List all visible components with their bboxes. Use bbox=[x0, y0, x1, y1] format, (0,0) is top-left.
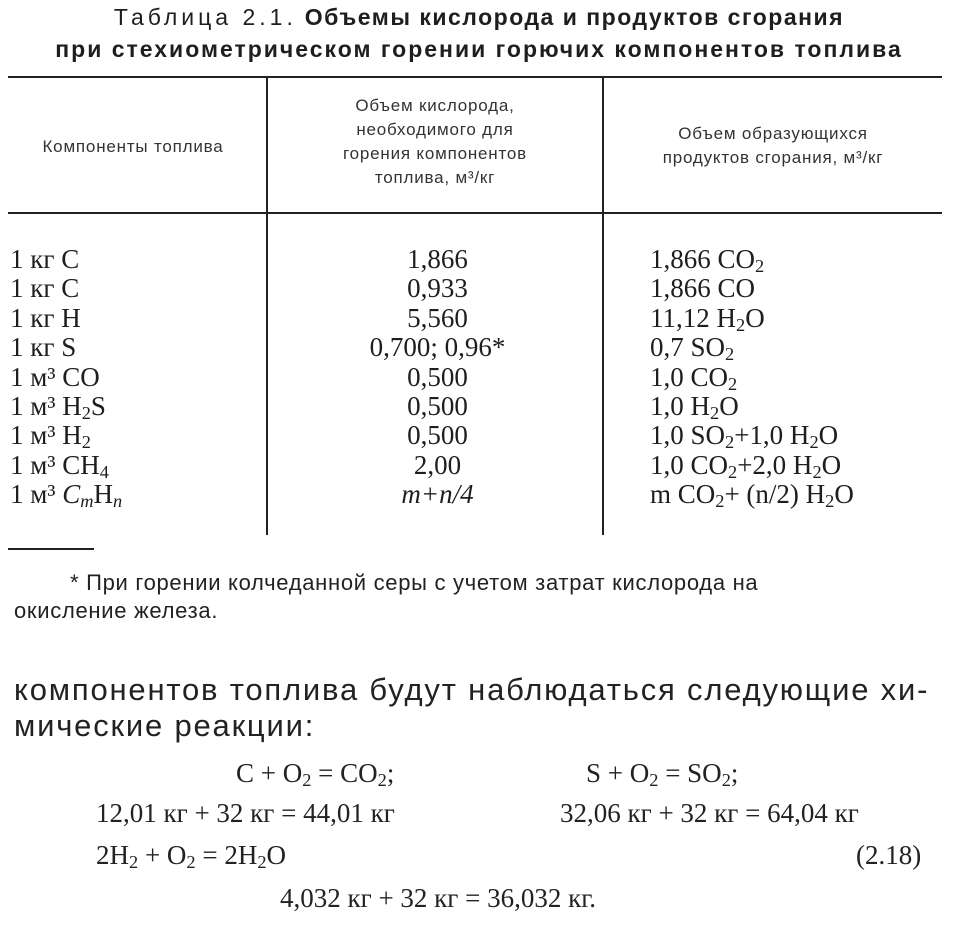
component-cell: 1 кг C bbox=[10, 244, 80, 274]
products-cell: 1,0 $H_2O$ bbox=[650, 391, 739, 424]
table-row bbox=[0, 420, 958, 453]
paragraph-line1: компонентов топлива будут наблюдаться следующие хи- bbox=[14, 672, 930, 707]
header-oxygen bbox=[268, 94, 602, 190]
mass-balance-carbon: 12,01 кг + 32 кг = 44,01 кг bbox=[96, 798, 395, 828]
paragraph-line2: мические реакции: bbox=[14, 708, 316, 743]
oxygen-cell: 2,00 bbox=[413, 449, 462, 480]
oxygen-cell: 0,500 bbox=[407, 391, 468, 421]
products-cell: 1,866 CO bbox=[650, 273, 756, 304]
table-title bbox=[0, 4, 958, 31]
component-cell: 1 м³ $CH_4$ bbox=[10, 449, 109, 482]
header-products-line: продуктов сгорания, м³/кг bbox=[662, 148, 884, 167]
equation-carbon: $C + O_2 = CO_2$; bbox=[236, 758, 395, 791]
products-cell: 1,0 $CO_2+2,0$ $H_2O$ bbox=[650, 449, 842, 482]
table-row bbox=[0, 451, 958, 480]
header-products bbox=[604, 122, 942, 170]
component-cell: 1 кг S bbox=[10, 332, 77, 363]
oxygen-cell: 0,500 bbox=[407, 361, 468, 392]
table-row bbox=[0, 274, 958, 303]
mass-balance-sulfur: 32,06 кг + 32 кг = 64,04 кг bbox=[560, 798, 859, 828]
products-cell: 1,0 $SO_2+1,0$ $H_2O$ bbox=[650, 420, 839, 453]
table-row bbox=[0, 304, 958, 333]
component-cell: 1 м³ CO bbox=[10, 361, 100, 392]
table-row bbox=[0, 244, 958, 277]
component-cell: 1 кг H bbox=[10, 302, 81, 333]
component-cell: 1 м³ $H_2S$ bbox=[10, 391, 106, 424]
component-cell: 1 м³ $H_2$ bbox=[10, 420, 91, 453]
header-oxygen-line: горения компонентов bbox=[343, 144, 527, 163]
table-row bbox=[0, 479, 958, 512]
table-number: Таблица 2.1. bbox=[113, 4, 297, 30]
footnote-line1: * При горении колчеданной серы с учетом затрат кислорода на bbox=[70, 570, 759, 595]
header-oxygen-line: топлива, м³/кг bbox=[374, 168, 496, 187]
products-cell: 0,7 $SO_2$ bbox=[650, 332, 735, 365]
equation-hydrogen: $2H_2 + O_2 = 2H_2O$ bbox=[96, 840, 287, 873]
table-row bbox=[0, 391, 958, 424]
oxygen-cell: 5,560 bbox=[407, 302, 468, 333]
component-cell: 1 м³ $C_mH_n$ bbox=[10, 479, 123, 512]
oxygen-cell: m+n/4 bbox=[401, 479, 474, 510]
table-title-line2: при стехиометрическом горении горючих компонентов топлива bbox=[55, 36, 903, 62]
table-top-rule bbox=[8, 76, 942, 78]
component-cell: 1 кг C bbox=[10, 273, 80, 304]
table-row bbox=[0, 332, 958, 365]
products-cell: 1,0 $CO_2$ bbox=[650, 361, 738, 394]
table-header-rule bbox=[8, 212, 942, 214]
table-row bbox=[0, 363, 958, 392]
products-cell: 11,12 $H_2O$ bbox=[650, 302, 765, 335]
mass-balance-hydrogen: 4,032 кг + 32 кг = 36,032 кг. bbox=[280, 883, 596, 913]
equation-number: (2.18) bbox=[856, 840, 922, 870]
products-cell: 1,866 $CO_2$ bbox=[650, 244, 765, 277]
footnote-line2: окисление железа. bbox=[14, 598, 219, 623]
footnote-rule bbox=[8, 548, 94, 550]
oxygen-cell: 1,866 bbox=[407, 244, 468, 274]
oxygen-cell: 0,700; 0,96* bbox=[369, 332, 506, 363]
header-components: Компоненты топлива bbox=[42, 137, 224, 156]
equation-sulfur: $S + O_2 = SO_2$; bbox=[586, 758, 739, 791]
oxygen-cell: 0,933 bbox=[407, 273, 468, 304]
header-oxygen-line: необходимого для bbox=[356, 120, 514, 139]
products-cell: m $CO_2+ (n/2)$ $H_2O$ bbox=[650, 479, 854, 512]
oxygen-cell: 0,500 bbox=[407, 420, 468, 451]
table-title-bold: Объемы кислорода и продуктов сгорания bbox=[304, 4, 845, 30]
header-oxygen-line: Объем кислорода, bbox=[355, 96, 515, 115]
header-products-line: Объем образующихся bbox=[678, 124, 868, 143]
